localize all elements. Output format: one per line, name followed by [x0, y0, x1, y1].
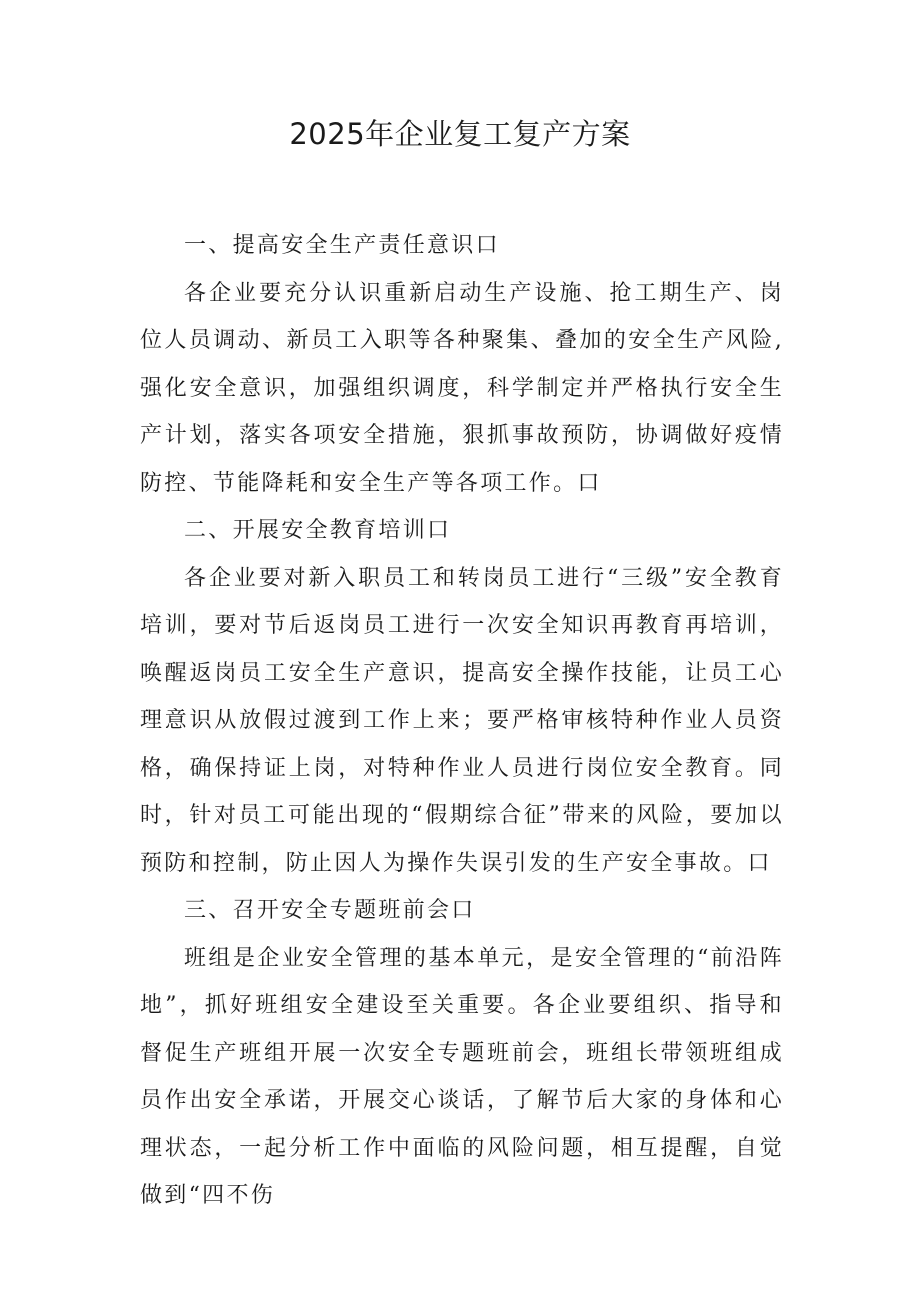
paragraph-1: 各企业要充分认识重新启动生产设施、抢工期生产、岗位人员调动、新员工入职等各种聚集、叠加的安全生产风险,强化安全意识，加强组织调度，科学制定并严格执行安全生产计划，落实各项安全措施，狠抓事故预防，协调做好疫情防控、节能降耗和安全生产等各项工作。口	[140, 280, 784, 496]
section-heading-1: 一、提高安全生产责任意识口	[184, 233, 500, 258]
document-title: 2025年企业复工复产方案	[289, 117, 631, 151]
paragraph-2: 各企业要对新入职员工和转岗员工进行“三级”安全教育培训，要对节后返岗员工进行一次安全知识再教育再培训，唤醒返岗员工安全生产意识，提高安全操作技能，让员工心理意识从放假过渡到工作上来；要严格审核特种作业人员资格，确保持证上岗，对特种作业人员进行岗位安全教育。同时，针对员工可能出现的“假期综合征”带来的风险，要加以预防和控制，防止因人为操作失误引发的生产安全事故。口	[140, 565, 784, 876]
section-heading-3: 三、召开安全专题班前会口	[184, 898, 476, 923]
section-heading-2: 二、开展安全教育培训口	[184, 518, 452, 543]
document-body	[140, 222, 784, 1220]
paragraph-3: 班组是企业安全管理的基本单元，是安全管理的“前沿阵地”，抓好班组安全建设至关重要。各企业要组织、指导和督促生产班组开展一次安全专题班前会，班组长带领班组成员作出安全承诺，开展交心谈话，了解节后大家的身体和心理状态，一起分析工作中面临的风险问题，相互提醒，自觉做到“四不伤	[140, 945, 784, 1208]
